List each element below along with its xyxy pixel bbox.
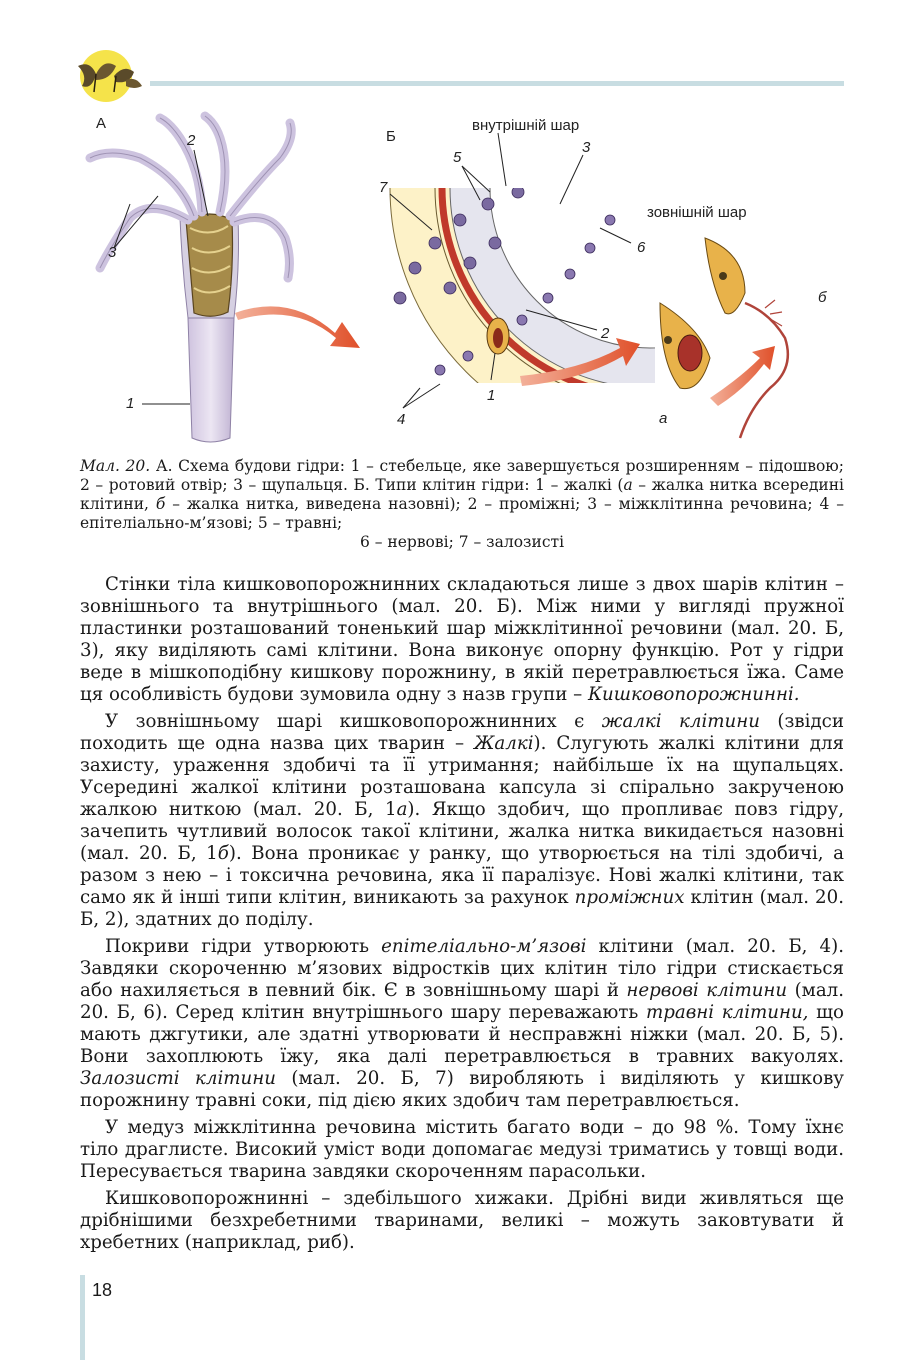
paragraph-1: Стінки тіла кишковопорожнинних складаються лише з двох шарів клітин – зовнішнього та внутрішнього (мал. 20. Б). Між ними у вигляді пружної пластинки розташований тоненький шар міжклітинної речовини (мал. 20. Б, 3), яку виділяють самі клітини. Вона виконує опорну функцію. Рот у гідри веде в мішкоподібну кишкову порожнину, в якій перетравлюється їжа. Саме ця особливість будови зумовила одну з назв групи – Кишковопорожнинні. bbox=[80, 574, 844, 705]
hydra-figure bbox=[70, 108, 850, 453]
caption-lead: Мал. 20. bbox=[80, 457, 151, 475]
label-A-2: 2 bbox=[187, 132, 196, 149]
label-B-2: 2 bbox=[601, 325, 610, 342]
page-bar bbox=[80, 1275, 85, 1360]
hydra-body bbox=[90, 116, 360, 442]
label-B-1: 1 bbox=[487, 387, 496, 404]
body-text bbox=[80, 574, 844, 1259]
page-number: 18 bbox=[92, 1280, 113, 1300]
header-rule bbox=[150, 81, 844, 86]
stinging-cell-b bbox=[705, 238, 788, 438]
label-B-5: 5 bbox=[453, 149, 462, 166]
label-A-3: 3 bbox=[108, 244, 117, 261]
caption-b: б bbox=[155, 495, 166, 513]
label-B-7: 7 bbox=[379, 179, 388, 196]
caption-last-line: 6 – нервові; 7 – залозисті bbox=[359, 533, 565, 551]
paragraph-4: У медуз міжклітинна речовина містить багато води – до 98 %. Тому їхнє тіло драглисте. Високий уміст води допомагає медузі триматись у товщі води. Пересувається тварина завдяки скороченням парасольки. bbox=[80, 1117, 844, 1182]
label-B-6: 6 bbox=[637, 239, 646, 256]
label-b: б bbox=[818, 289, 827, 306]
label-B-3: 3 bbox=[582, 139, 591, 156]
paragraph-3: Покриви гідри утворюють епітеліально-м’язові клітини (мал. 20. Б, 4). Завдяки скороченню м’язових відростків цих клітин тіло гідри стискається або нахиляється в певний бік. Є в зовнішньому шарі й нервові клітини (мал. 20. Б, 6). Серед клітин внутрішнього шару переважають травні клітини, що мають джгутики, але здатні утворювати й несправжні ніжки (мал. 20. Б, 5). Вони захоплюють їжу, яка далі перетравлюється в травних вакуолях. Залозисті клітини (мал. 20. Б, 7) виробляють і виділяють у кишкову порожнину травні соки, під дією яких здобич там перетравлюється. bbox=[80, 936, 845, 1111]
label-B-4: 4 bbox=[397, 411, 406, 428]
figure-caption bbox=[80, 457, 844, 552]
label-outer-layer: зовнішній шар bbox=[647, 204, 747, 221]
label-A-1: 1 bbox=[126, 395, 135, 412]
stinging-cell-a bbox=[660, 303, 710, 389]
label-a: а bbox=[659, 410, 668, 427]
label-A: А bbox=[96, 115, 107, 132]
caption-a: а bbox=[623, 476, 633, 494]
caption-text: А. Схема будови гідри: 1 – стебельце, яке завершується розширенням – підошвою; 2 – ротовий отвір; 3 – щупальця. Б. Типи клітин гідри: 1 – жалкі ( bbox=[80, 457, 844, 494]
label-B: Б bbox=[386, 128, 396, 145]
label-inner-layer: внутрішній шар bbox=[472, 117, 580, 134]
caption-text-2: – жалка нитка всередині клітини, bbox=[80, 476, 844, 513]
butterflies-logo-icon bbox=[70, 46, 150, 104]
paragraph-2: У зовнішньому шарі кишковопорожнинних є жалкі клітини (звідси походить ще одна назва цих тварин – Жалкі). Слугують жалкі клітини для захисту, ураження здобичі та її утримання; найбільше їх на щупальцях. Усередині жалкої клітини розташована капсула зі спірально закрученою жалкою ниткою (мал. 20. Б, 1а). Якщо здобич, що пропливає повз гідру, зачепить чутливий волосок такої клітини, жалка нитка викидається назовні (мал. 20. Б, 1б). Вона проникає у ранку, що утворюється на тілі здобичі, а разом з нею – і токсична речовина, яка її паралізує. Нові жалкі клітини, так само як й інші типи клітин, виникають за рахунок проміжних клітин (мал. 20. Б, 2), здатних до поділу. bbox=[80, 711, 844, 930]
caption-text-3: – жалка нитка, виведена назовні); 2 – проміжні; 3 – міжклітинна речовина; 4 – епітеліально-м’язові; 5 – травні; bbox=[80, 495, 844, 532]
paragraph-5: Кишковопорожнинні – здебільшого хижаки. Дрібні види живляться ще дрібнішими безхребетними тваринами, великі – можуть заковтувати й хребетних (наприклад, риб). bbox=[80, 1188, 844, 1253]
